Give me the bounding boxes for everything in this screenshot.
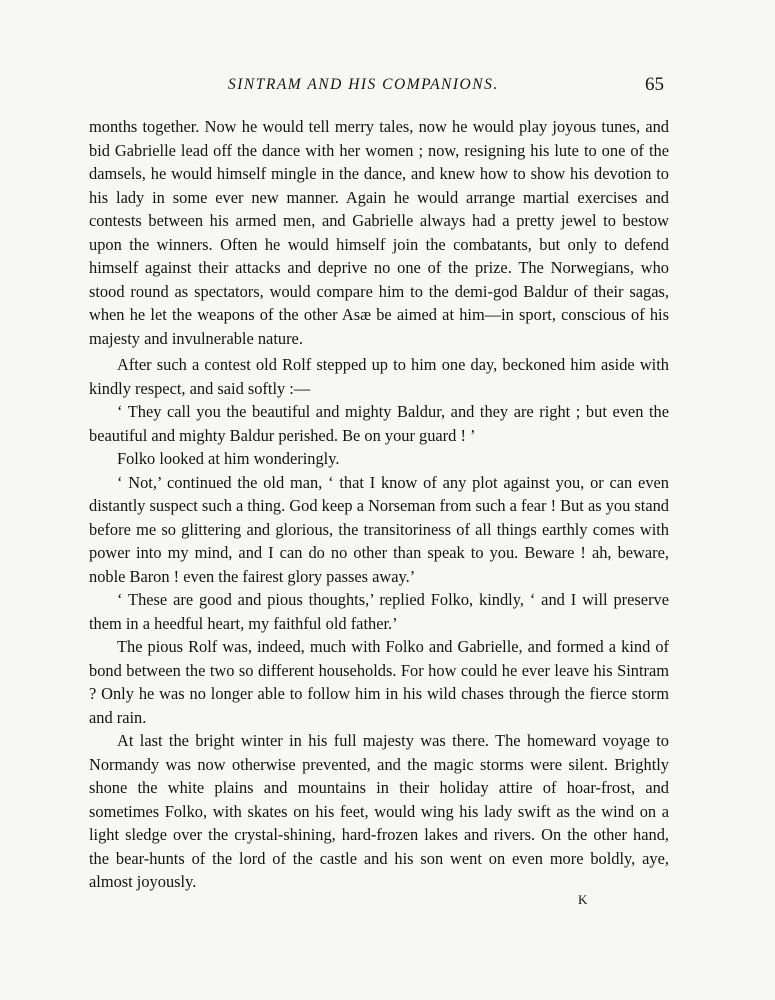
signature-mark: K [578,892,588,907]
running-head: SINTRAM AND HIS COMPANIONS. [228,76,499,93]
paragraph-7: The pious Rolf was, indeed, much with Folko and Gabrielle, and formed a kind of bond between the two so different households. For how could he ever leave his Sintram ? Only he was no longer able to follow him in his wild chases through the fierce storm and rain. [89,637,669,727]
body-text [89,115,669,894]
paragraph-5: ‘ Not,’ continued the old man, ‘ that I know of any plot against you, or can even distantly suspect such a thing. God keep a Norseman from such a fear ! But as you stand before me so glittering and glorious, the transitoriness of all things earthly comes with power into my mind, and I can do no other than speak to you. Beware ! ah, beware, noble Baron ! even the fairest glory passes away.’ [89,472,669,586]
paragraph-2: After such a contest old Rolf stepped up to him one day, beckoned him aside with kindly respect, and said softly :— [89,355,669,398]
paragraph-1: months together. Now he would tell merry tales, now he would play joyous tunes, and bid Gabrielle lead off the dance with her women ; now, resigning his lute to one of the damsels, he would himself mingle in the dance, and knew how to show his devotion to his lady in some ever new manner. Again he would arrange martial exercises and contests between his armed men, and Gabrielle always had a pretty jewel to bestow upon the winners. Often he would himself join the combatants, but only to defend himself against their attacks and deprive no one of the prize. The Norwegians, who stood round as spectators, would compare him to the demi-god Baldur of their sagas, when he let the weapons of the other Asæ be aimed at him—in sport, conscious of his majesty and invulnerable nature. [89,117,669,348]
paragraph-6: ‘ These are good and pious thoughts,’ replied Folko, kindly, ‘ and I will preserve them in a heedful heart, my faithful old father.’ [89,590,669,633]
paragraph-4: Folko looked at him wonderingly. [117,449,340,468]
paragraph-3: ‘ They call you the beautiful and mighty Baldur, and they are right ; but even the beautiful and mighty Baldur perished. Be on your guard ! ’ [89,402,669,445]
page-number: 65 [645,74,664,95]
paragraph-8: At last the bright winter in his full majesty was there. The homeward voyage to Normandy was now otherwise prevented, and the magic storms were silent. Brightly shone the white plains and mountains in their holiday attire of hoar-frost, and sometimes Folko, with skates on his feet, would wing his lady swift as the wind on a light sledge over the crystal-shining, hard-frozen lakes and rivers. On the other hand, the bear-hunts of the lord of the castle and his son went on even more boldly, aye, almost joyously. [89,731,669,891]
